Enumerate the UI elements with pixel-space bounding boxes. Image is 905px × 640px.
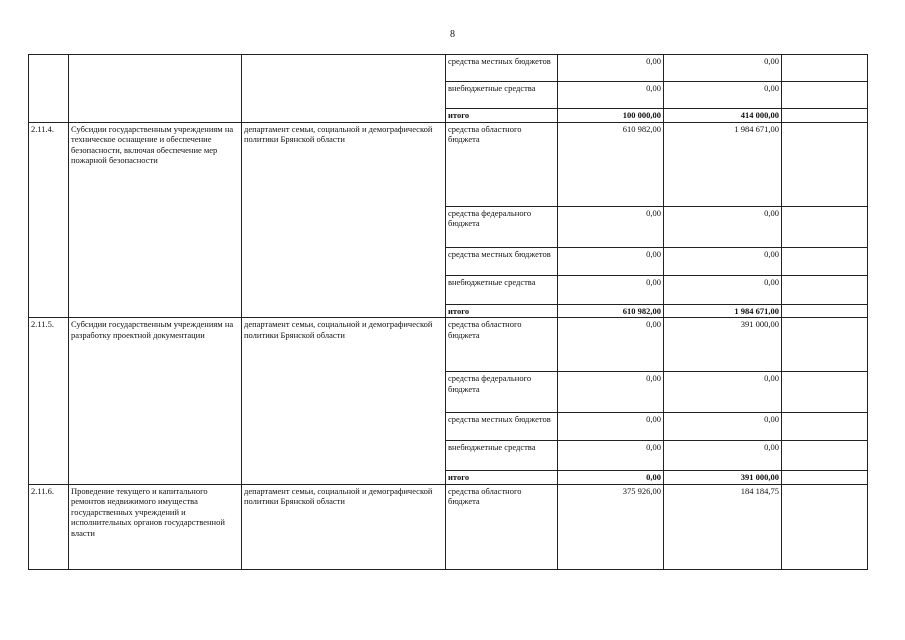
item-name: Субсидии государственным учреждениям на техническое оснащение и обеспечение безопасности, включая обеспечение мер пожарной безопасности xyxy=(69,122,242,318)
amount-2-total: 391 000,00 xyxy=(664,471,782,485)
amount-2: 1 984 671,00 xyxy=(664,122,782,206)
item-code xyxy=(29,55,69,123)
funding-source: средства областного бюджета xyxy=(446,484,558,569)
funding-source: внебюджетные средства xyxy=(446,275,558,304)
blank-cell xyxy=(782,82,868,109)
amount-1-total: 100 000,00 xyxy=(558,109,664,123)
blank-cell xyxy=(782,372,868,413)
funding-source: средства местных бюджетов xyxy=(446,413,558,441)
amount-2: 0,00 xyxy=(664,247,782,275)
item-name xyxy=(69,55,242,123)
funding-source-total: итого xyxy=(446,109,558,123)
amount-1: 0,00 xyxy=(558,441,664,471)
amount-2: 0,00 xyxy=(664,206,782,247)
amount-2-total: 1 984 671,00 xyxy=(664,304,782,318)
amount-1: 0,00 xyxy=(558,275,664,304)
funding-source: средства местных бюджетов xyxy=(446,55,558,82)
amount-1: 0,00 xyxy=(558,82,664,109)
blank-cell xyxy=(782,413,868,441)
blank-cell xyxy=(782,122,868,206)
item-department xyxy=(242,55,446,123)
blank-cell xyxy=(782,441,868,471)
blank-cell xyxy=(782,55,868,82)
blank-cell xyxy=(782,247,868,275)
item-department: департамент семьи, социальной и демографической политики Брянской области xyxy=(242,122,446,318)
amount-1: 375 926,00 xyxy=(558,484,664,569)
amount-1-total: 0,00 xyxy=(558,471,664,485)
blank-cell xyxy=(782,484,868,569)
funding-source: средства местных бюджетов xyxy=(446,247,558,275)
amount-1: 0,00 xyxy=(558,372,664,413)
item-name: Субсидии государственным учреждениям на разработку проектной документации xyxy=(69,318,242,485)
blank-cell xyxy=(782,275,868,304)
item-code: 2.11.5. xyxy=(29,318,69,485)
amount-1: 610 982,00 xyxy=(558,122,664,206)
funding-source-total: итого xyxy=(446,304,558,318)
blank-cell xyxy=(782,318,868,372)
amount-1: 0,00 xyxy=(558,413,664,441)
amount-2: 391 000,00 xyxy=(664,318,782,372)
item-department: департамент семьи, социальной и демографической политики Брянской области xyxy=(242,318,446,485)
funding-source: внебюджетные средства xyxy=(446,441,558,471)
blank-cell xyxy=(782,304,868,318)
funding-source: средства федерального бюджета xyxy=(446,206,558,247)
amount-2: 0,00 xyxy=(664,55,782,82)
blank-cell xyxy=(782,206,868,247)
funding-source: внебюджетные средства xyxy=(446,82,558,109)
page-number: 8 xyxy=(450,29,455,40)
amount-2: 0,00 xyxy=(664,413,782,441)
amount-1-total: 610 982,00 xyxy=(558,304,664,318)
funding-source: средства областного бюджета xyxy=(446,318,558,372)
amount-1: 0,00 xyxy=(558,55,664,82)
amount-1: 0,00 xyxy=(558,206,664,247)
funding-source: средства областного бюджета xyxy=(446,122,558,206)
amount-2: 184 184,75 xyxy=(664,484,782,569)
funding-source-total: итого xyxy=(446,471,558,485)
amount-1: 0,00 xyxy=(558,247,664,275)
amount-2: 0,00 xyxy=(664,441,782,471)
blank-cell xyxy=(782,109,868,123)
budget-table xyxy=(28,54,868,570)
blank-cell xyxy=(782,471,868,485)
amount-1: 0,00 xyxy=(558,318,664,372)
item-code: 2.11.4. xyxy=(29,122,69,318)
item-code: 2.11.6. xyxy=(29,484,69,569)
amount-2: 0,00 xyxy=(664,82,782,109)
amount-2: 0,00 xyxy=(664,275,782,304)
item-department: департамент семьи, социальной и демографической политики Брянской области xyxy=(242,484,446,569)
funding-source: средства федерального бюджета xyxy=(446,372,558,413)
item-name: Проведение текущего и капитального ремонтов недвижимого имущества государственных учреждений и исполнительных органов государственной власти xyxy=(69,484,242,569)
amount-2-total: 414 000,00 xyxy=(664,109,782,123)
amount-2: 0,00 xyxy=(664,372,782,413)
